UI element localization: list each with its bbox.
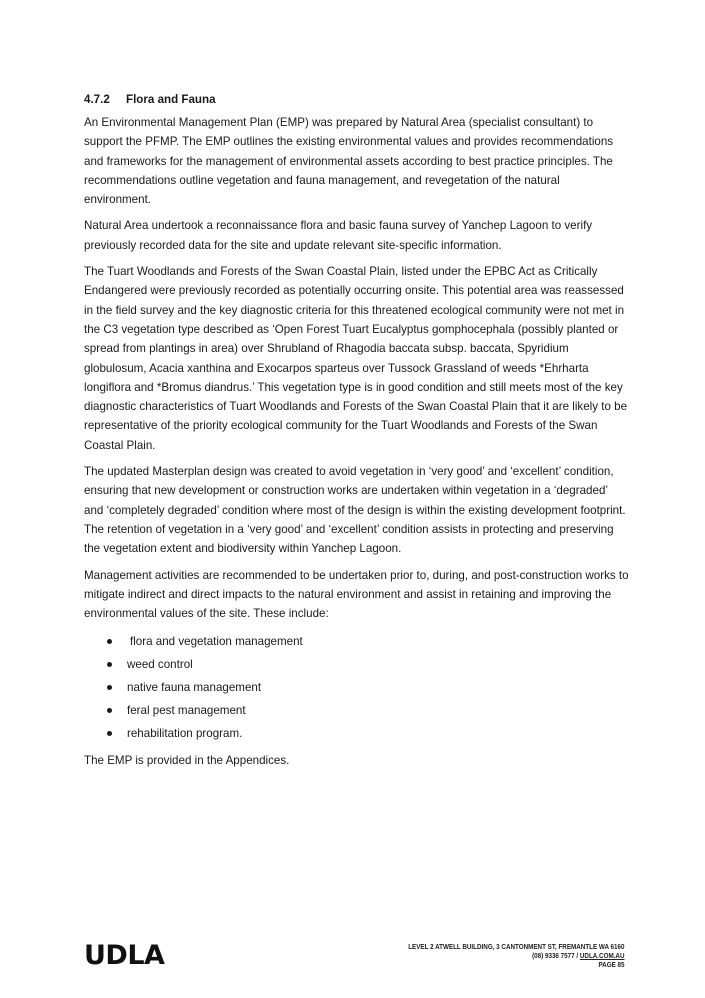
bullet-icon: [107, 639, 112, 644]
list-item: flora and vegetation management: [84, 630, 629, 653]
section-number: 4.7.2: [84, 93, 110, 106]
list-item: feral pest management: [84, 699, 629, 722]
footer-address: LEVEL 2 ATWELL BUILDING, 3 CANTONMENT ST, FREMANTLE WA 6160: [407, 942, 624, 951]
list-item: weed control: [84, 653, 629, 676]
footer-phone-web: [408, 951, 624, 960]
page-footer: [84, 942, 624, 974]
section-heading: [84, 92, 629, 108]
website-link[interactable]: UDLA.COM.AU: [579, 951, 624, 960]
document-page: [84, 92, 629, 778]
footer-separator: /: [574, 951, 580, 960]
page-number: PAGE 85: [597, 960, 624, 969]
bullet-icon: [107, 685, 112, 690]
list-item: native fauna management: [84, 676, 629, 699]
paragraph-management: Management activities are recommended to be undertaken prior to, during, and post-construction works to mitigate indirect and direct impacts to the natural environment and assist in retaining and improving the environmental values of the site. These include:: [84, 568, 629, 621]
footer-contact: [408, 942, 624, 969]
paragraph-closing: The EMP is provided in the Appendices.: [84, 754, 290, 768]
paragraph-tuart-woodlands: The Tuart Woodlands and Forests of the Swan Coastal Plain, listed under the EPBC Act as Critically Endangered were previously recorded as potentially occurring onsite. This potential area was reassessed in the field survey and the key diagnostic criteria for this threatened ecological community were not met in the C3 vegetation type described as ‘Open Forest Tuart Eucalyptus gomphocephala (possibly planted or spread from plantings in area) over Shrubland of Rhagodia baccata subsp. baccata, Spyridium globulosum, Acacia xanthina and Exocarpos sparteus over Tussock Grassland of weeds *Ehrharta longiflora and *Bromus diandrus.’ This vegetation type is in good condition and still meets most of the key diagnostic characteristics of Tuart Woodlands and Forests of the Swan Coastal Plain that it are likely to be representative of the priority ecological community for the Tuart Woodlands and Forests of the Swan Coastal Plain.: [84, 265, 628, 452]
bullet-icon: [107, 731, 112, 736]
bullet-icon: [107, 708, 112, 713]
list-item: rehabilitation program.: [84, 722, 629, 745]
udla-logo: UDLA: [84, 940, 165, 971]
paragraph-emp-intro: An Environmental Management Plan (EMP) was prepared by Natural Area (specialist consultant) to support the PFMP. The EMP outlines the existing environmental values and provides recommendations and frameworks for the management of environmental assets according to best practice principles. The recommendations outline vegetation and fauna management, and revegetation of the natural environment.: [84, 116, 614, 207]
paragraph-masterplan: The updated Masterplan design was created to avoid vegetation in ‘very good’ and ‘excellent’ condition, ensuring that new development or construction works are undertaken within vegetation in a ‘degraded’ and ‘completely degraded’ condition where most of the design is within the existing development footprint. The retention of vegetation in a ‘very good’ and ‘excellent’ condition assists in protecting and preserving the vegetation extent and biodiversity within Yanchep Lagoon.: [84, 465, 626, 556]
bullet-icon: [107, 662, 112, 667]
footer-phone: (08) 9336 7577: [531, 951, 575, 960]
paragraph-survey: Natural Area undertook a reconnaissance flora and basic fauna survey of Yanchep Lagoon to verify previously recorded data for the site and update relevant site-specific information.: [84, 219, 593, 252]
management-activities-list: [84, 630, 629, 745]
section-title: Flora and Fauna: [126, 93, 216, 106]
